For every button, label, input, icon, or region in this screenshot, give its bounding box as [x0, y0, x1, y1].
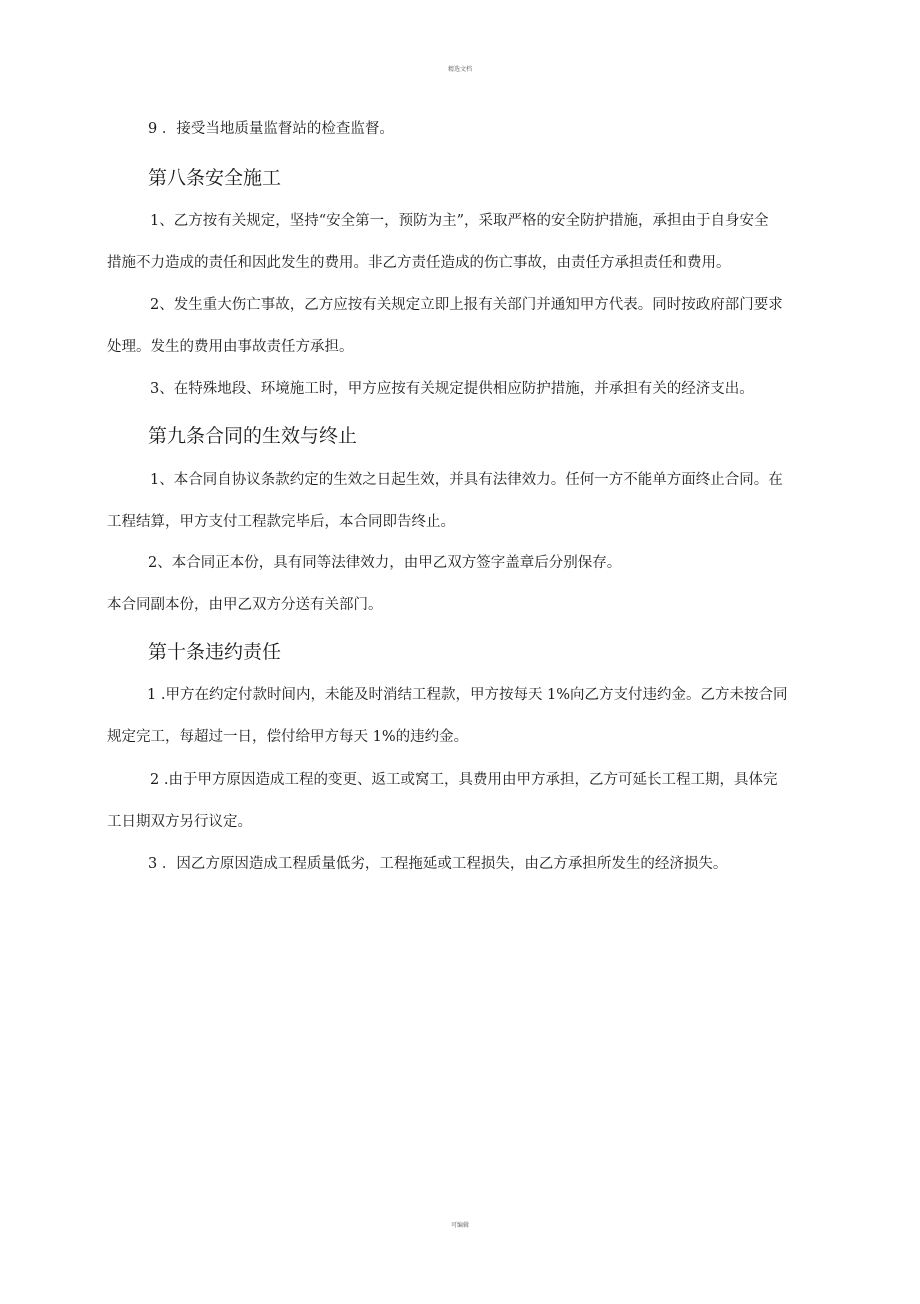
article-9-p2-line2: 本合同副本份，由甲乙双方分送有关部门。	[107, 597, 383, 613]
article-8-p1-line1: 1、乙方按有关规定，坚持“安全第一，预防为主”，采取严格的安全防护措施，承担由于自身安全	[150, 213, 769, 229]
article-10-title: 第十条违约责任	[148, 641, 282, 663]
article-8-p2-line1: 2、发生重大伤亡事故，乙方应按有关规定立即上报有关部门并通知甲方代表。同时按政府部门要求	[150, 297, 783, 313]
article-10-p1-line2: 规定完工，每超过一日，偿付给甲方每天 1%的违约金。	[107, 729, 469, 745]
article-9-p1-line2: 工程结算，甲方支付工程款完毕后，本合同即告终止。	[107, 514, 455, 530]
article-10-p3: 3 ．因乙方原因造成工程质量低劣，工程拖延或工程损失，由乙方承担所发生的经济损失。	[148, 856, 728, 872]
article-8-title: 第八条安全施工	[148, 167, 282, 189]
item-9: 9 ．接受当地质量监督站的检查监督。	[148, 121, 394, 137]
article-8-p1-line2: 措施不力造成的责任和因此发生的费用。非乙方责任造成的伤亡事故，由责任方承担责任和费用。	[107, 255, 731, 271]
article-8-p3: 3、在特殊地段、环境施工时，甲方应按有关规定提供相应防护措施，并承担有关的经济支出。	[150, 381, 754, 397]
article-9-title: 第九条合同的生效与终止	[148, 425, 358, 447]
header-watermark: 精选文档	[447, 66, 472, 73]
footer-watermark: 可编辑	[450, 1222, 469, 1229]
article-10-p2-line1: 2 .由于甲方原因造成工程的变更、返工或窝工，具费用由甲方承担，乙方可延长工程工期，具体完	[150, 772, 778, 788]
article-10-p2-line2: 工日期双方另行议定。	[107, 814, 252, 830]
article-10-p1-line1: 1 .甲方在约定付款时间内，未能及时消结工程款，甲方按每天 1%向乙方支付违约金。乙方未按合同	[147, 687, 788, 703]
article-9-p1-line1: 1、本合同自协议条款约定的生效之日起生效，并具有法律效力。任何一方不能单方面终止合同。在	[150, 472, 783, 488]
article-8-p2-line2: 处理。发生的费用由事故责任方承担。	[107, 339, 354, 355]
article-9-p2-line1: 2、本合同正本份，具有同等法律效力，由甲乙双方签字盖章后分别保存。	[148, 555, 622, 571]
